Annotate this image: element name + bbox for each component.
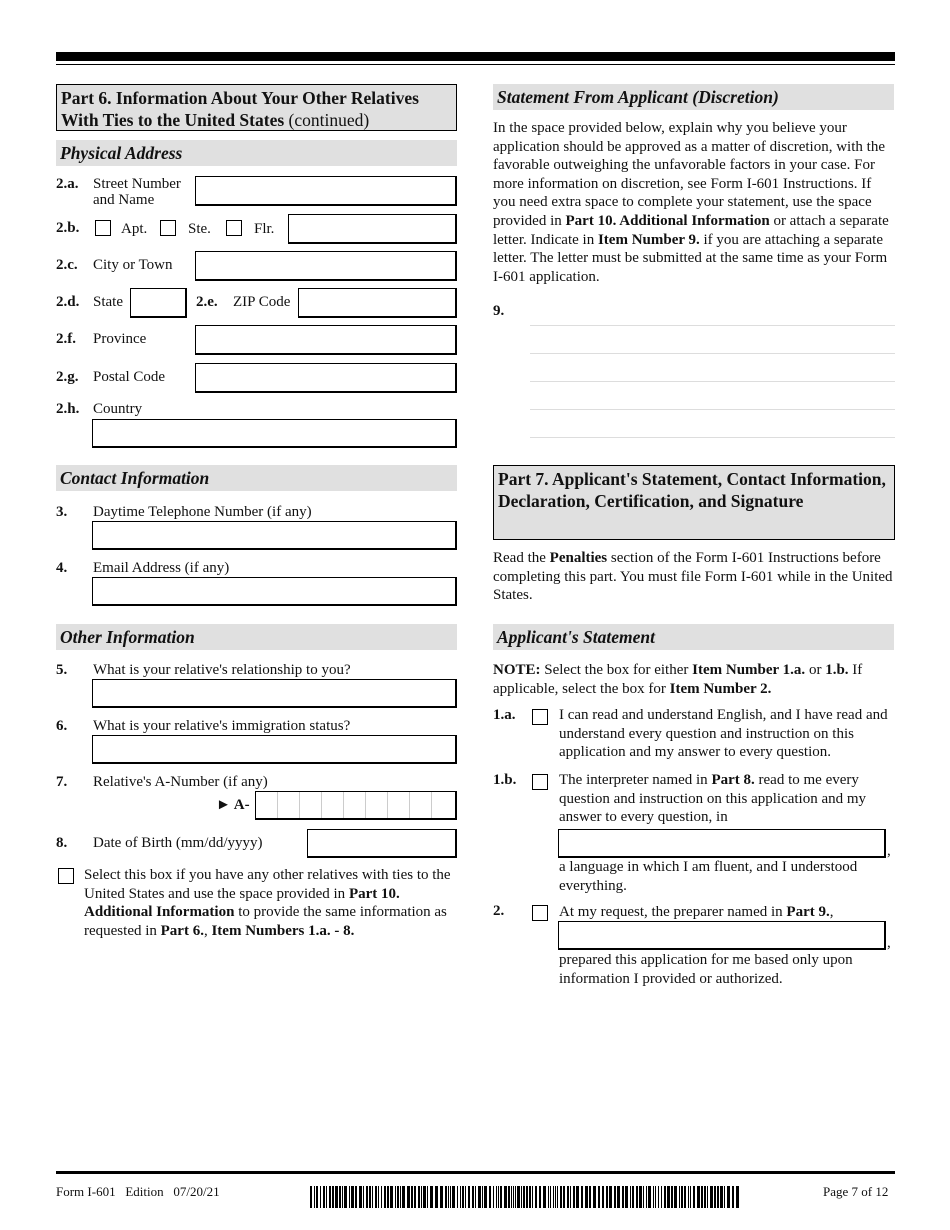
preparer-checkbox[interactable] — [532, 905, 548, 921]
item-number-9: 9. — [493, 303, 505, 319]
item-number-2: 2. — [493, 903, 505, 919]
discretion-statement-textarea[interactable] — [530, 310, 895, 440]
city-input[interactable] — [195, 251, 457, 281]
interpreter-checkbox[interactable] — [532, 774, 548, 790]
relationship-label: What is your relative's relationship to you? — [93, 662, 351, 678]
interpreter-statement-after: a language in which I am fluent, and I understood everything. — [559, 859, 858, 894]
apt-number-input[interactable] — [288, 214, 457, 244]
item-number-2g: 2.g. — [56, 369, 79, 385]
preparer-name-input[interactable] — [558, 921, 886, 950]
phone-input[interactable] — [92, 521, 457, 550]
item-number-2c: 2.c. — [56, 257, 78, 273]
item-number-2b: 2.b. — [56, 220, 80, 236]
interpreter-statement: The interpreter named in Part 8. read to me every question and instruction on this application and my answer to every question, in — [559, 772, 867, 826]
item-number-8: 8. — [56, 835, 68, 851]
form-edition: Form I-601 Edition 07/20/21 — [56, 1184, 220, 1199]
statement-note: NOTE: Select the box for either Item Number 1.a. or 1.b. If applicable, select the box for Item Number 2. — [493, 662, 863, 697]
bottom-rule — [56, 1171, 895, 1174]
email-input[interactable] — [92, 577, 457, 606]
item-number-5: 5. — [56, 662, 68, 678]
top-rule-thick — [56, 52, 895, 61]
top-rule-thin — [56, 64, 895, 65]
ste-label: Ste. — [188, 221, 211, 237]
discretion-heading: Statement From Applicant (Discretion) — [493, 84, 894, 110]
other-info-heading: Other Information — [56, 624, 457, 650]
part7-intro: Read the Penalties section of the Form I-601 Instructions before completing this part. You must file Form I-601 while in the United States. — [493, 550, 893, 604]
item-number-2d: 2.d. — [56, 294, 80, 310]
page-number: Page 7 of 12 — [823, 1184, 889, 1199]
part6-title: Part 6. Information About Your Other Relatives With Ties to the United States (continued) — [56, 84, 457, 131]
a-number-prefix: ► A- — [216, 797, 250, 813]
street-input[interactable] — [195, 176, 457, 206]
relationship-input[interactable] — [92, 679, 457, 708]
state-label: State — [93, 294, 123, 310]
preparer-comma: , — [887, 935, 891, 951]
item-number-3: 3. — [56, 504, 68, 520]
item-number-2a: 2.a. — [56, 176, 79, 192]
ste-checkbox[interactable] — [160, 220, 176, 236]
flr-checkbox[interactable] — [226, 220, 242, 236]
item-number-4: 4. — [56, 560, 68, 576]
item-number-1a: 1.a. — [493, 707, 516, 723]
immigration-status-input[interactable] — [92, 735, 457, 764]
item-number-2h: 2.h. — [56, 401, 80, 417]
barcode-image — [310, 1186, 742, 1208]
zip-input[interactable] — [298, 288, 457, 318]
zip-label: ZIP Code — [233, 294, 291, 310]
state-select[interactable] — [130, 288, 187, 318]
english-checkbox[interactable] — [532, 709, 548, 725]
email-label: Email Address (if any) — [93, 560, 230, 576]
preparer-statement: At my request, the preparer named in Part 9., — [559, 904, 834, 920]
applicant-statement-heading: Applicant's Statement — [493, 624, 894, 650]
a-number-input[interactable] — [255, 791, 457, 820]
contact-info-heading: Contact Information — [56, 465, 457, 491]
physical-address-heading: Physical Address — [56, 140, 457, 166]
item-number-7: 7. — [56, 774, 68, 790]
street-label: Street Number and Name — [93, 176, 181, 208]
apt-checkbox[interactable] — [95, 220, 111, 236]
province-label: Province — [93, 331, 147, 347]
more-relatives-text: Select this box if you have any other relatives with ties to the United States and use the space provided in Part 10. Additional Information to provide the same information as requested in Part 6., Item Numbers 1.a. - 8. — [84, 867, 451, 939]
language-comma: , — [887, 843, 891, 859]
language-input[interactable] — [558, 829, 886, 858]
postal-code-label: Postal Code — [93, 369, 166, 385]
more-relatives-checkbox[interactable] — [58, 868, 74, 884]
preparer-statement-after: prepared this application for me based only upon information I provided or authorized. — [559, 952, 853, 987]
item-number-1b: 1.b. — [493, 772, 517, 788]
dob-label: Date of Birth (mm/dd/yyyy) — [93, 835, 263, 851]
postal-code-input[interactable] — [195, 363, 457, 393]
item-number-2f: 2.f. — [56, 331, 76, 347]
a-number-label: Relative's A-Number (if any) — [93, 774, 268, 790]
english-statement: I can read and understand English, and I have read and understand every question and instruction on this application and my answer to every question. — [559, 707, 888, 761]
flr-label: Flr. — [254, 221, 275, 237]
country-label: Country — [93, 401, 143, 417]
apt-label: Apt. — [121, 221, 148, 237]
dob-input[interactable] — [307, 829, 457, 858]
item-number-2e: 2.e. — [196, 294, 218, 310]
province-input[interactable] — [195, 325, 457, 355]
discretion-paragraph: In the space provided below, explain why you believe your application should be approved as a matter of discretion, with the favorable outweighing the unfavorable factors in your case. For more information on discretion, see Form I-601 Instructions. If you need extra space to complete your statement, use the space provided in Part 10. Additional Information or attach a separate letter. Indicate in Item Number 9. if you are attaching a separate letter. The letter must be submitted at the same time as your Form I-601 application. — [493, 120, 889, 285]
city-label: City or Town — [93, 257, 173, 273]
phone-label: Daytime Telephone Number (if any) — [93, 504, 312, 520]
part7-title: Part 7. Applicant's Statement, Contact Information, Declaration, Certification, and Signature — [493, 465, 895, 540]
country-input[interactable] — [92, 419, 457, 448]
item-number-6: 6. — [56, 718, 68, 734]
immigration-status-label: What is your relative's immigration status? — [93, 718, 351, 734]
